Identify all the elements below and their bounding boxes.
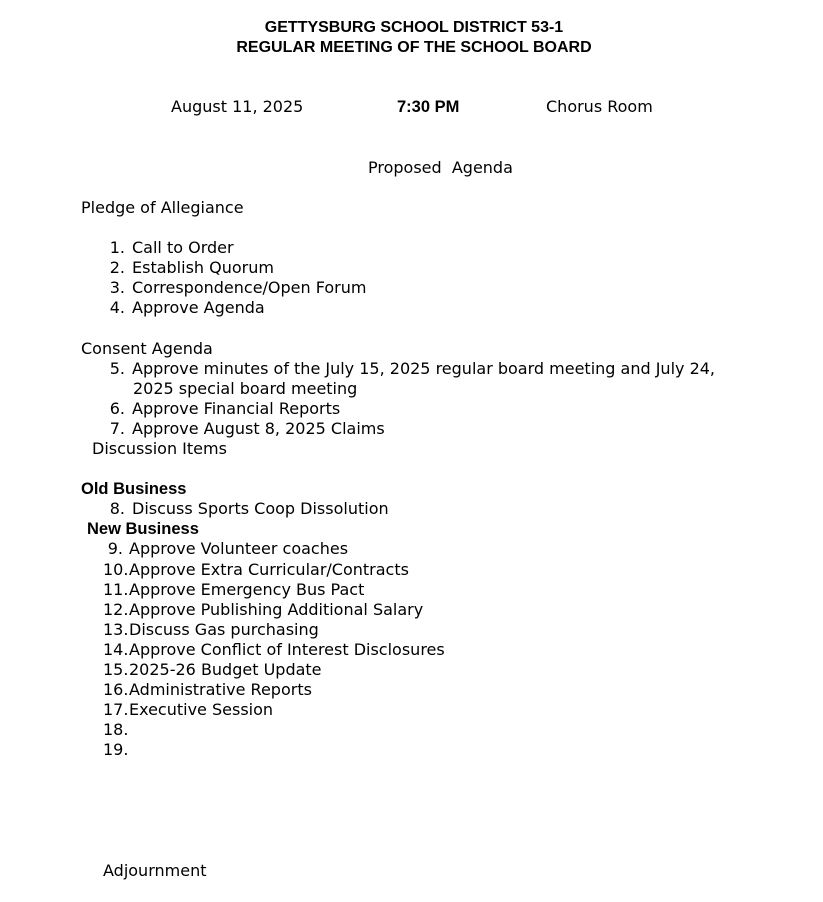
meeting-time: 7:30 PM	[397, 98, 460, 116]
new-business-heading: New Business	[87, 520, 199, 538]
district-title: GETTYSBURG SCHOOL DISTRICT 53-1	[264, 19, 564, 36]
agenda-item: 14.Approve Conflict of Interest Disclosures	[103, 640, 445, 659]
meeting-location: Chorus Room	[546, 97, 653, 116]
agenda-item: 3. Correspondence/Open Forum	[109, 278, 367, 297]
agenda-item: 8. Discuss Sports Coop Dissolution	[109, 499, 389, 518]
agenda-item: 6. Approve Financial Reports	[109, 399, 341, 418]
agenda-item: 5. Approve minutes of the July 15, 2025 regular board meeting and July 24,	[109, 359, 716, 378]
agenda-item: 12.Approve Publishing Additional Salary	[103, 600, 424, 619]
old-business-heading: Old Business	[81, 480, 187, 498]
agenda-item: 13.Discuss Gas purchasing	[103, 620, 319, 639]
agenda-item: 1. Call to Order	[109, 238, 234, 257]
agenda-item: 10.Approve Extra Curricular/Contracts	[103, 560, 409, 579]
consent-agenda-heading: Consent Agenda	[81, 339, 213, 358]
agenda-item: 17.Executive Session	[103, 700, 274, 719]
agenda-item-continuation: 2025 special board meeting	[133, 379, 358, 398]
discussion-items-heading: Discussion Items	[92, 439, 227, 458]
agenda-heading: Proposed Agenda	[368, 158, 513, 177]
agenda-item: 2. Establish Quorum	[109, 258, 274, 277]
pledge-of-allegiance: Pledge of Allegiance	[81, 198, 244, 217]
agenda-item: 19.	[103, 740, 129, 759]
agenda-item: 15.2025-26 Budget Update	[103, 660, 322, 679]
adjournment: Adjournment	[103, 861, 207, 880]
agenda-item: 11.Approve Emergency Bus Pact	[103, 580, 365, 599]
agenda-item: 18.	[103, 720, 129, 739]
meeting-title: REGULAR MEETING OF THE SCHOOL BOARD	[236, 39, 592, 56]
agenda-item: 7. Approve August 8, 2025 Claims	[109, 419, 385, 438]
meeting-date: August 11, 2025	[171, 97, 304, 116]
agenda-item: 16.Administrative Reports	[103, 680, 312, 699]
agenda-item: 9. Approve Volunteer coaches	[107, 539, 349, 558]
agenda-item: 4. Approve Agenda	[109, 298, 265, 317]
